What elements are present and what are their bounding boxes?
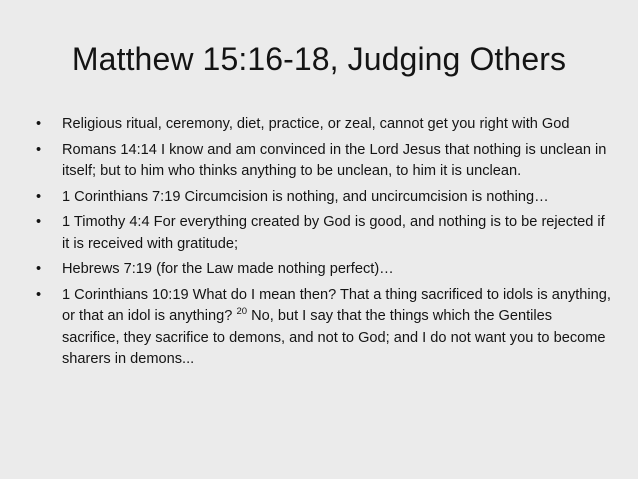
bullet-item	[36, 140, 611, 183]
bullet-text: Romans 14:14 I know and am convinced in the Lord Jesus that nothing is unclean in itself; but to him who thinks anything to be unclean, to him it is unclean.	[62, 141, 607, 179]
bullet-text: Hebrews 7:19 (for the Law made nothing perfect)…	[62, 261, 394, 277]
bullet-item	[36, 212, 611, 255]
bullet-icon: •	[36, 141, 42, 158]
verse-number: 20	[236, 306, 248, 318]
bullet-icon: •	[36, 261, 42, 277]
bullet-text: 1 Timothy 4:4 For everything created by God is good, and nothing is to be rejected if it is received with gratitude;	[62, 214, 605, 252]
bullet-text-part: No, but I say that the things which the Gentiles sacrifice, they sacrifice to demons, and not to God; and I do not want you to become sharers in demons...	[62, 308, 606, 367]
bullet-item	[36, 187, 611, 209]
bullet-icon: •	[36, 286, 42, 303]
bullet-icon: •	[36, 188, 42, 205]
bullet-text	[62, 287, 611, 368]
bullet-text: Religious ritual, ceremony, diet, practice, or zeal, cannot get you right with God	[62, 116, 570, 132]
bullet-icon: •	[36, 116, 42, 132]
bullet-list	[36, 114, 611, 375]
bullet-text-part: 1 Corinthians 10:19 What do I mean then? That a thing sacrificed to idols is anything, or that an idol is anything?	[62, 286, 611, 324]
slide-title: Matthew 15:16-18, Judging Others	[71, 41, 567, 77]
bullet-icon: •	[36, 214, 42, 230]
bullet-item	[36, 285, 611, 371]
bullet-text: 1 Corinthians 7:19 Circumcision is nothing, and uncircumcision is nothing…	[62, 188, 549, 205]
bullet-item	[36, 114, 611, 136]
bullet-item	[36, 259, 611, 281]
